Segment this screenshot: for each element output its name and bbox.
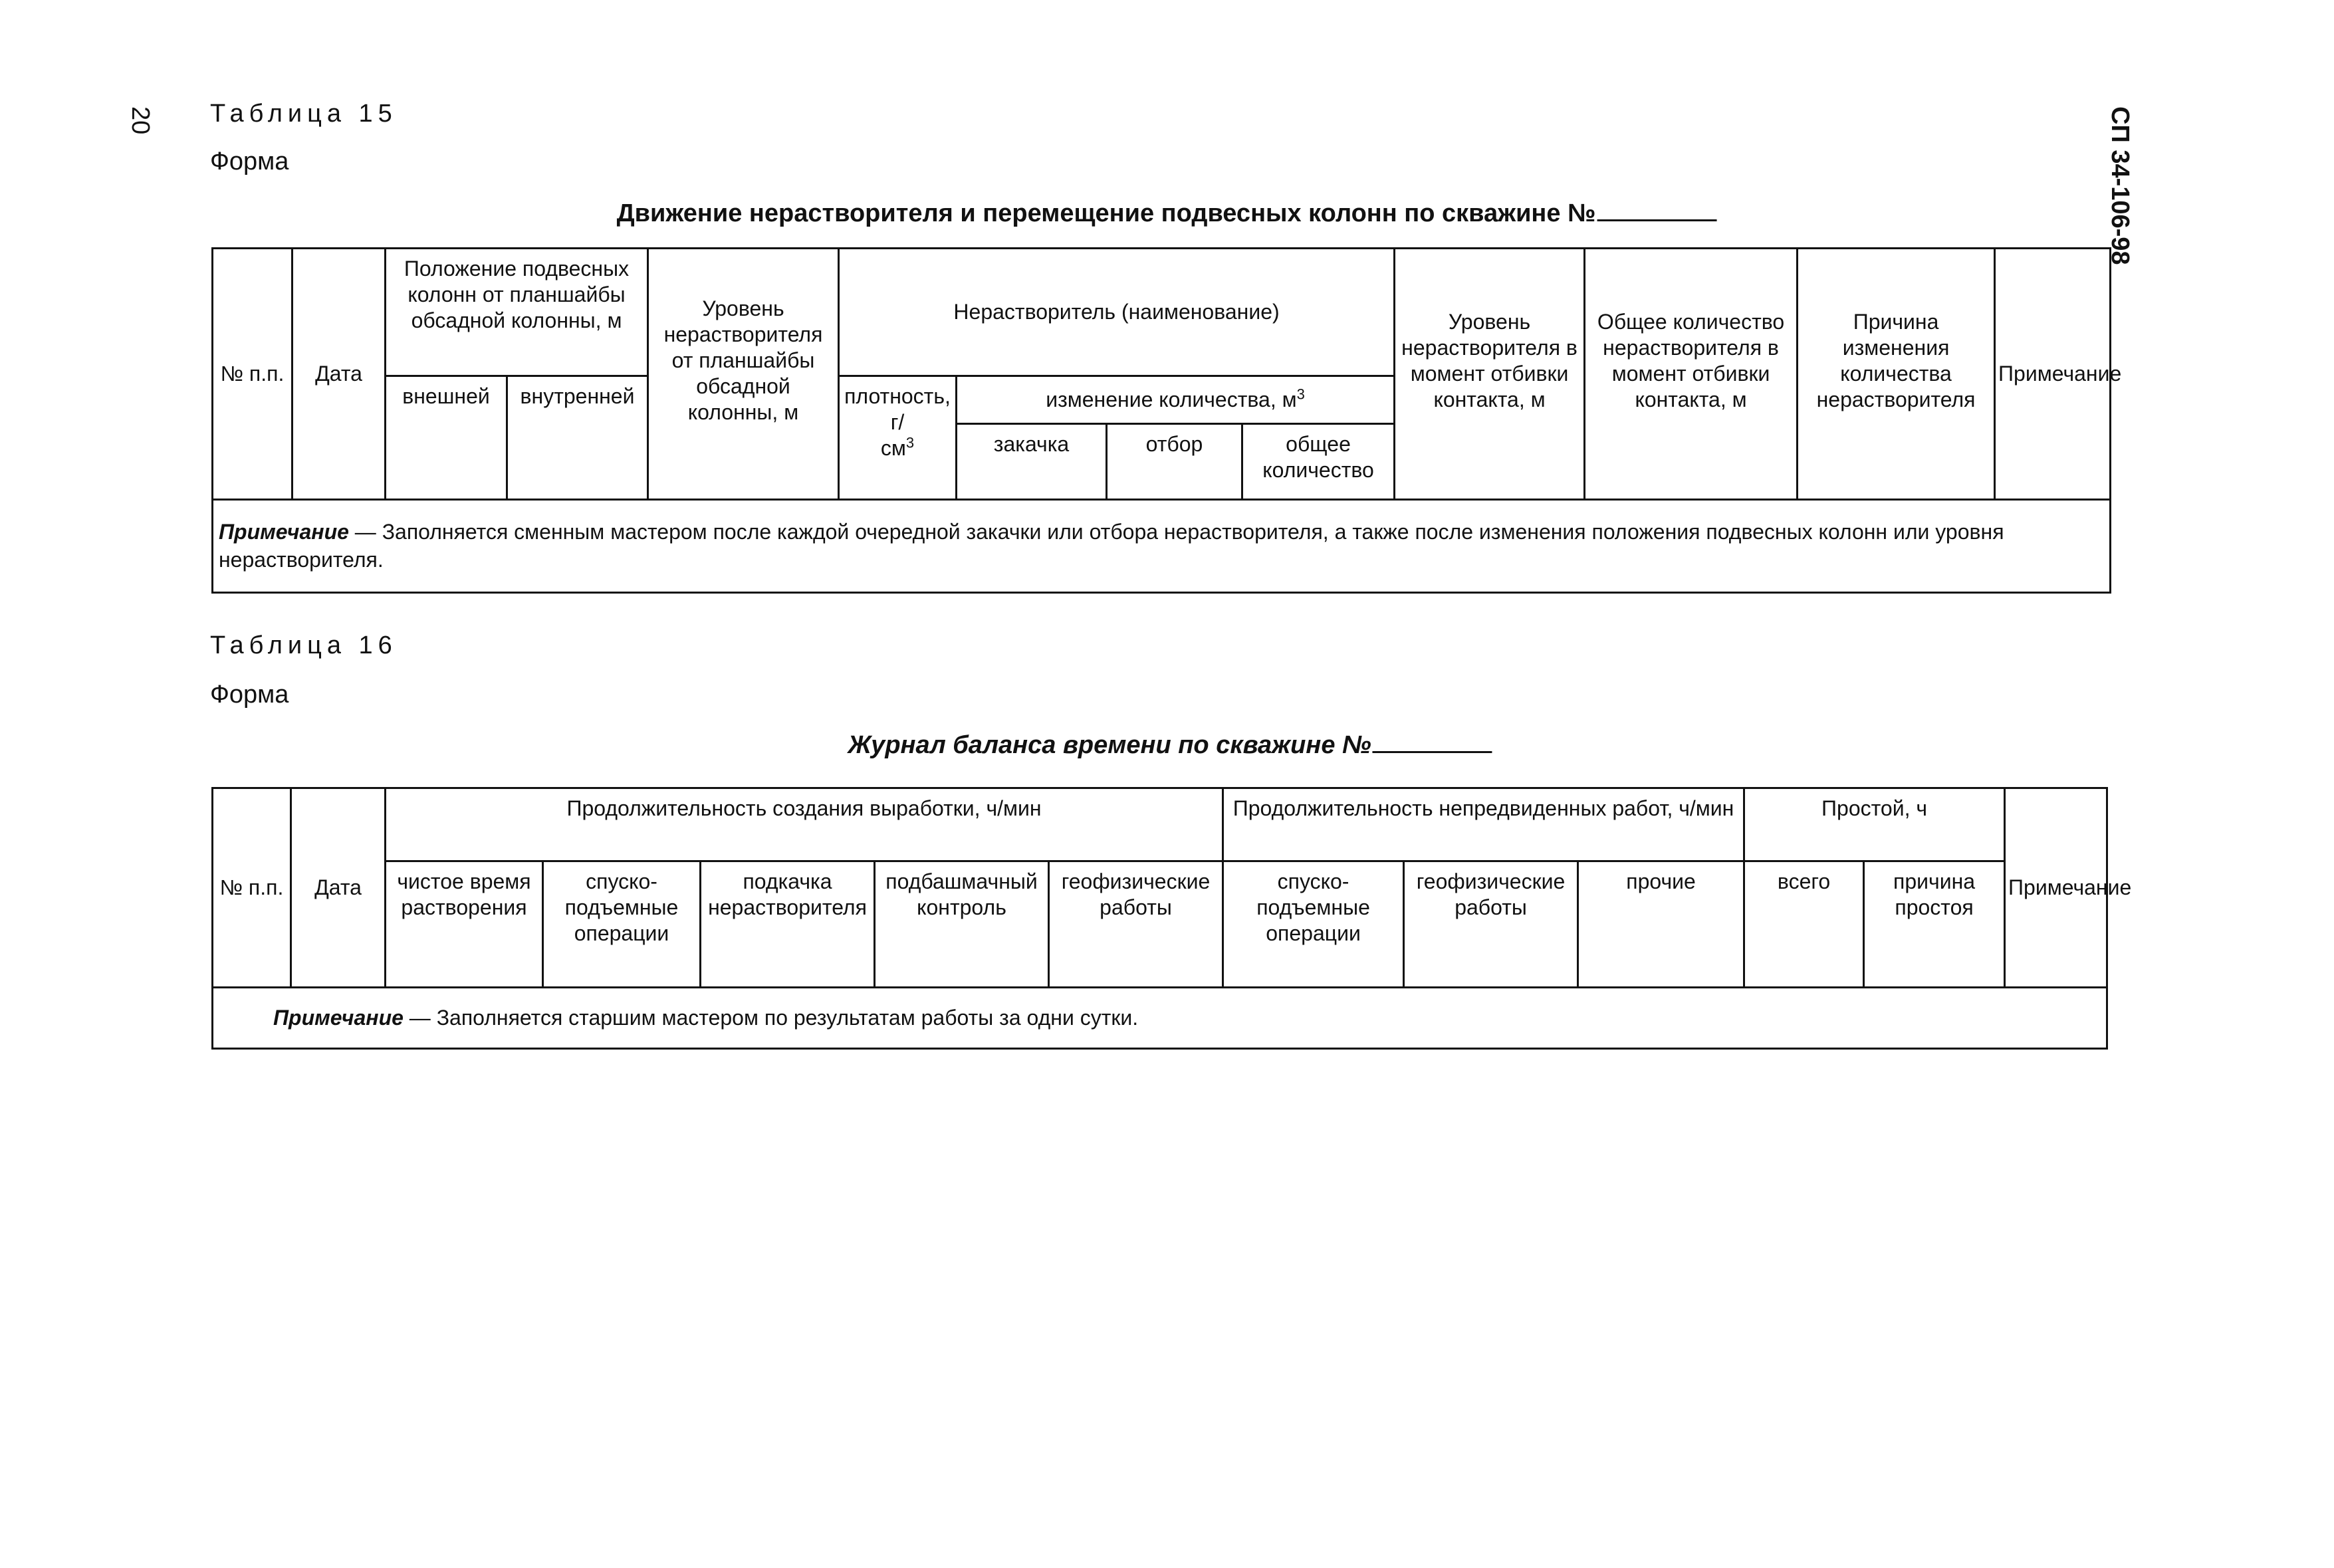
t16-col-net-time: чистое время растворения xyxy=(386,861,543,988)
t15-density-unit: см xyxy=(880,436,906,461)
document-code: СП 34-106-98 xyxy=(2106,106,2134,265)
t15-col-density xyxy=(839,376,957,500)
t16-col-duration-production: Продолжительность создания выработки, ч/мин xyxy=(386,788,1223,861)
table15-form-label: Форма xyxy=(210,148,289,175)
table16 xyxy=(211,787,2132,1050)
t15-col-total: общее количество xyxy=(1242,424,1395,500)
t16-col-downtime-reason: причина простоя xyxy=(1864,861,2005,988)
t15-col-num: № п.п. xyxy=(213,249,292,500)
t16-col-remark: Примечание xyxy=(2005,788,2107,988)
t16-col-wellhead-control: подбашмачный контроль xyxy=(875,861,1049,988)
t16-col-trip-ops: спуско-подъемные операции xyxy=(543,861,701,988)
t16-col-geophysics-2: геофизические работы xyxy=(1404,861,1578,988)
t15-col-remark: Примечание xyxy=(1995,249,2111,500)
t15-note xyxy=(213,500,2111,593)
well-number-blank xyxy=(1597,199,1716,221)
table15-label: Таблица 15 xyxy=(210,100,398,128)
t16-col-date: Дата xyxy=(291,788,386,988)
t15-note-text: — Заполняется сменным мастером после каждой очередной закачки или отбора нерастворителя, а также после изменения положения подвесных колонн или уровня нерастворителя. xyxy=(219,519,2004,572)
t16-col-other: прочие xyxy=(1578,861,1744,988)
table15 xyxy=(211,247,2122,594)
t15-col-change xyxy=(957,376,1395,424)
t16-col-geophysics: геофизические работы xyxy=(1049,861,1223,988)
well-number-blank-2 xyxy=(1373,731,1492,753)
table16-title xyxy=(848,731,1492,760)
t15-density-text: плотность, г/ xyxy=(844,384,951,435)
t16-col-trip-ops-2: спуско-подъемные операции xyxy=(1223,861,1404,988)
t15-col-position: Положение подвесных колонн от планшайбы обсадной колонны, м xyxy=(386,249,648,376)
t15-col-total-contact: Общее количество нерастворителя в момент отбивки контакта, м xyxy=(1585,249,1798,500)
t15-col-level-contact: Уровень нерастворителя в момент отбивки контакта, м xyxy=(1395,249,1585,500)
t16-col-downtime: Простой, ч xyxy=(1744,788,2005,861)
t15-col-withdrawal: отбор xyxy=(1107,424,1242,500)
t16-col-duration-unforeseen: Продолжительность непредвиденных работ, ч/мин xyxy=(1223,788,1744,861)
table15-title xyxy=(617,199,1717,228)
t16-col-num: № п.п. xyxy=(213,788,291,988)
t15-density-sup: 3 xyxy=(905,434,915,451)
t16-note-text: — Заполняется старшим мастером по результатам работы за одни сутки. xyxy=(403,1005,1139,1030)
table16-label: Таблица 16 xyxy=(210,631,398,659)
t15-note-label: Примечание xyxy=(219,519,349,544)
t15-change-text: изменение количества, м xyxy=(1046,387,1297,411)
table16-form-label: Форма xyxy=(210,681,289,709)
t16-col-pumping: подкачка нерастворителя xyxy=(701,861,875,988)
t15-col-inner: внутренней xyxy=(507,376,648,500)
t15-col-solvent: Нерастворитель (наименование) xyxy=(839,249,1395,376)
t15-col-reason: Причина изменения количества нерастворителя xyxy=(1798,249,1995,500)
page-number: 20 xyxy=(126,106,154,135)
t15-col-injection: закачка xyxy=(957,424,1107,500)
t15-col-level: Уровень нерастворителя от планшайбы обсадной колонны, м xyxy=(648,249,839,500)
t15-col-date: Дата xyxy=(292,249,386,500)
t16-note-label: Примечание xyxy=(273,1005,404,1030)
t15-col-outer: внешней xyxy=(386,376,507,500)
t16-col-downtime-total: всего xyxy=(1744,861,1864,988)
t16-note xyxy=(213,988,2107,1049)
table16-title-text: Журнал баланса времени по скважине № xyxy=(848,731,1371,759)
table15-title-text: Движение нерастворителя и перемещение подвесных колонн по скважине № xyxy=(616,199,1596,227)
t15-change-sup: 3 xyxy=(1296,386,1305,403)
